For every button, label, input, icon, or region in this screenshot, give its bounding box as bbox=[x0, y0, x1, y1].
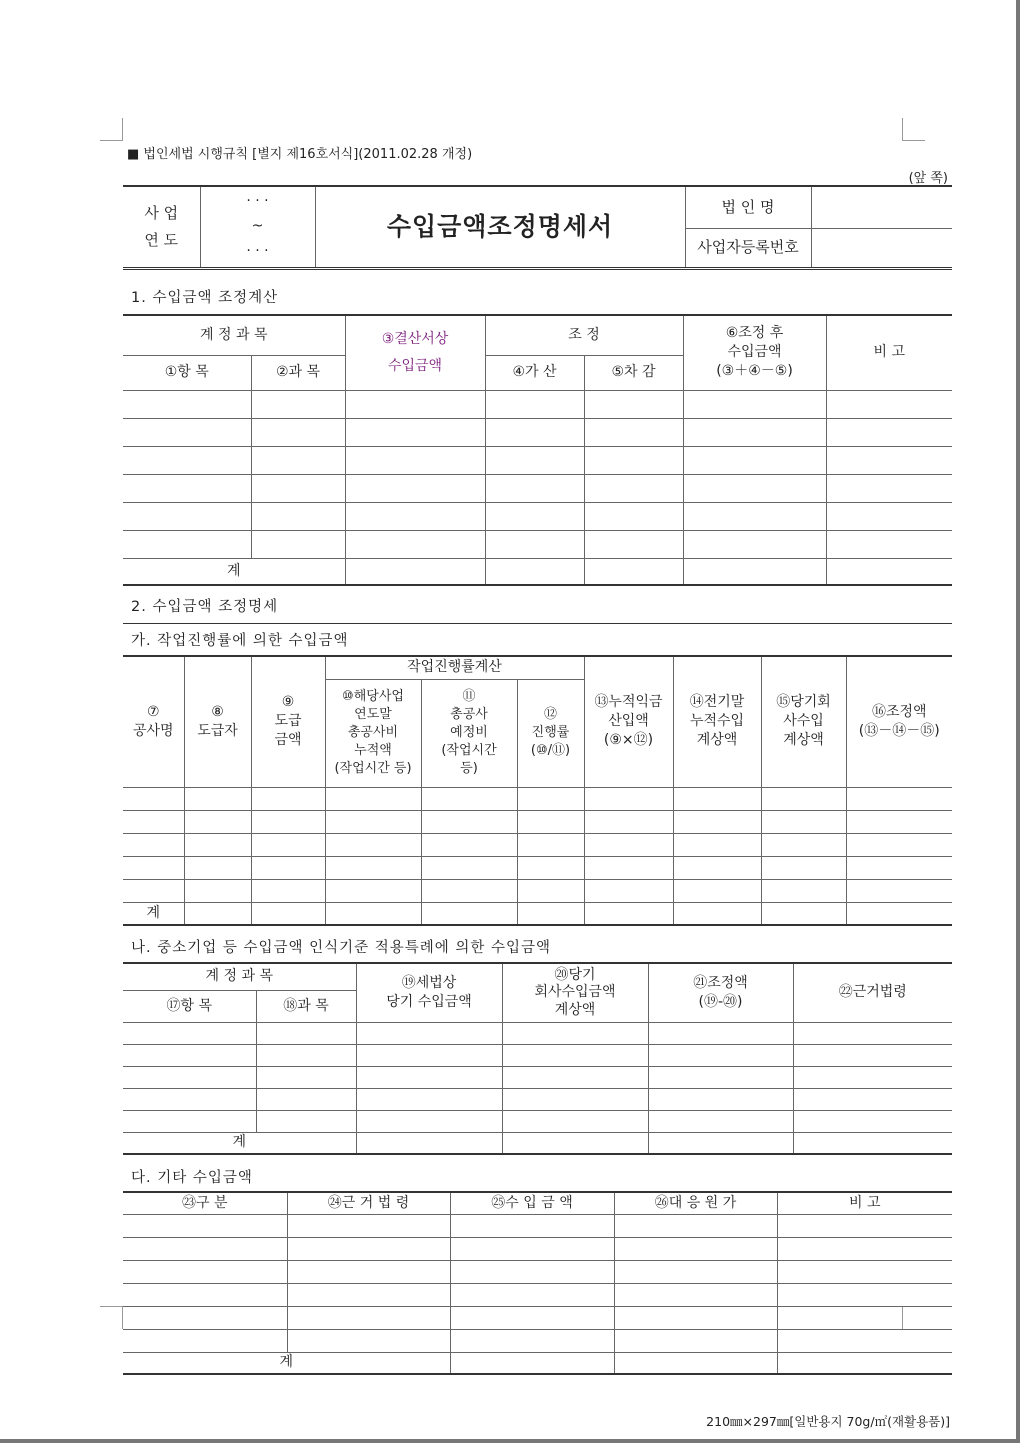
cell[interactable] bbox=[325, 810, 421, 833]
cell[interactable] bbox=[251, 474, 345, 502]
cell[interactable] bbox=[485, 446, 584, 474]
cell[interactable] bbox=[356, 1066, 502, 1088]
cell[interactable] bbox=[251, 787, 325, 810]
cell[interactable] bbox=[251, 856, 325, 879]
cell[interactable] bbox=[256, 1066, 356, 1088]
cell[interactable] bbox=[251, 446, 345, 474]
cell[interactable] bbox=[184, 810, 251, 833]
cell[interactable] bbox=[123, 1329, 287, 1352]
paper-spec-footer: 210㎜×297㎜[일반용지 70g/㎡(재활용품)] bbox=[706, 1414, 950, 1429]
cell[interactable] bbox=[450, 1214, 614, 1237]
cell[interactable] bbox=[584, 856, 673, 879]
corp-name-field[interactable] bbox=[811, 186, 952, 228]
cell[interactable] bbox=[287, 1237, 450, 1260]
cell[interactable] bbox=[614, 1237, 777, 1260]
cell[interactable] bbox=[673, 787, 761, 810]
cell[interactable] bbox=[761, 810, 846, 833]
cell[interactable] bbox=[673, 833, 761, 856]
cell[interactable] bbox=[123, 446, 251, 474]
cell[interactable] bbox=[485, 558, 584, 585]
cell[interactable] bbox=[325, 856, 421, 879]
h-b-adjust: ㉑조정액 (⑲-⑳) bbox=[648, 963, 793, 1022]
cell[interactable] bbox=[502, 1066, 648, 1088]
cell[interactable] bbox=[450, 1237, 614, 1260]
cell[interactable] bbox=[683, 390, 826, 418]
cell[interactable] bbox=[777, 1214, 952, 1237]
cell[interactable] bbox=[485, 390, 584, 418]
cell[interactable] bbox=[184, 902, 251, 925]
cell[interactable] bbox=[287, 1283, 450, 1306]
cell[interactable] bbox=[826, 418, 952, 446]
cell[interactable] bbox=[777, 1352, 952, 1374]
cell[interactable] bbox=[846, 902, 952, 925]
cell[interactable] bbox=[123, 1022, 256, 1044]
cell[interactable] bbox=[517, 879, 584, 902]
cell[interactable] bbox=[502, 1110, 648, 1132]
cell[interactable] bbox=[683, 418, 826, 446]
corp-name-label: 법 인 명 bbox=[685, 186, 811, 228]
cell[interactable] bbox=[251, 390, 345, 418]
cell[interactable] bbox=[123, 418, 251, 446]
cell[interactable] bbox=[356, 1132, 502, 1154]
cell[interactable] bbox=[517, 902, 584, 925]
cell[interactable] bbox=[673, 856, 761, 879]
crop-mark-top-right bbox=[902, 118, 925, 141]
cell[interactable] bbox=[356, 1110, 502, 1132]
cell[interactable] bbox=[485, 502, 584, 530]
cell[interactable] bbox=[673, 902, 761, 925]
h-b-company-revenue: ⑳당기 회사수입금액 계상액 bbox=[502, 963, 648, 1022]
cell[interactable] bbox=[251, 418, 345, 446]
cell[interactable] bbox=[421, 856, 517, 879]
cell[interactable] bbox=[345, 418, 485, 446]
page-side-label: (앞 쪽) bbox=[908, 171, 948, 186]
cell[interactable] bbox=[648, 1044, 793, 1066]
cell[interactable] bbox=[777, 1260, 952, 1283]
cell[interactable] bbox=[683, 446, 826, 474]
cell[interactable] bbox=[761, 879, 846, 902]
cell[interactable] bbox=[325, 787, 421, 810]
cell[interactable] bbox=[614, 1283, 777, 1306]
h-account: 계 정 과 목 bbox=[123, 315, 345, 355]
total-label: 계 bbox=[123, 902, 184, 925]
cell[interactable] bbox=[123, 1306, 287, 1329]
cell[interactable] bbox=[793, 1044, 952, 1066]
col-progress-rate: ⑫ 진행률 (⑩/⑪) bbox=[517, 679, 584, 787]
cell[interactable] bbox=[683, 530, 826, 558]
section2-title: 2. 수입금액 조정명세 bbox=[131, 599, 279, 615]
cell[interactable] bbox=[184, 833, 251, 856]
cell[interactable] bbox=[777, 1329, 952, 1352]
cell[interactable] bbox=[648, 1132, 793, 1154]
cell[interactable] bbox=[683, 558, 826, 585]
cell[interactable] bbox=[846, 810, 952, 833]
cell[interactable] bbox=[648, 1022, 793, 1044]
cell[interactable] bbox=[584, 879, 673, 902]
cell[interactable] bbox=[614, 1352, 777, 1374]
cell[interactable] bbox=[345, 390, 485, 418]
cell[interactable] bbox=[614, 1260, 777, 1283]
cell[interactable] bbox=[450, 1352, 614, 1374]
cell[interactable] bbox=[123, 787, 184, 810]
col-contractor: ⑧ 도급자 bbox=[184, 656, 251, 787]
cell[interactable] bbox=[421, 879, 517, 902]
h-settle: ③결산서상 수입금액 bbox=[345, 315, 485, 390]
cell[interactable] bbox=[325, 879, 421, 902]
cell[interactable] bbox=[761, 902, 846, 925]
cell[interactable] bbox=[123, 1283, 287, 1306]
cell[interactable] bbox=[123, 833, 184, 856]
section1-title: 1. 수입금액 조정계산 bbox=[131, 290, 279, 306]
section2a-title: 가. 작업진행률에 의한 수입금액 bbox=[131, 633, 349, 649]
cell[interactable] bbox=[584, 833, 673, 856]
cell[interactable] bbox=[826, 530, 952, 558]
cell[interactable] bbox=[584, 390, 683, 418]
cell[interactable] bbox=[123, 474, 251, 502]
section2c-title: 다. 기타 수입금액 bbox=[131, 1170, 253, 1186]
cell[interactable] bbox=[123, 1110, 256, 1132]
h-c-revenue: ㉕수 입 금 액 bbox=[450, 1192, 614, 1214]
period-start-dots: · · · bbox=[246, 193, 269, 210]
cell[interactable] bbox=[356, 1088, 502, 1110]
cell[interactable] bbox=[761, 787, 846, 810]
cell[interactable] bbox=[123, 1066, 256, 1088]
cell[interactable] bbox=[345, 530, 485, 558]
cell[interactable] bbox=[256, 1022, 356, 1044]
header-table bbox=[123, 185, 952, 270]
period-end-dots: · · · bbox=[246, 243, 269, 260]
form-title: 수입금액조정명세서 bbox=[315, 186, 685, 268]
col-adjustment: ⑯조정액 (⑬－⑭－⑮) bbox=[846, 656, 952, 787]
revenue-adjust-table bbox=[123, 314, 952, 586]
cell[interactable] bbox=[287, 1214, 450, 1237]
cell[interactable] bbox=[345, 474, 485, 502]
biz-reg-label: 사업자등록번호 bbox=[685, 228, 811, 268]
biz-reg-field[interactable] bbox=[811, 228, 952, 268]
cell[interactable] bbox=[584, 502, 683, 530]
cell[interactable] bbox=[251, 833, 325, 856]
cell[interactable] bbox=[123, 1044, 256, 1066]
cell[interactable] bbox=[777, 1306, 952, 1329]
cell[interactable] bbox=[777, 1237, 952, 1260]
cell[interactable] bbox=[502, 1088, 648, 1110]
cell[interactable] bbox=[584, 530, 683, 558]
col-planned-cost: ⑪ 총공사 예정비 (작업시간 등) bbox=[421, 679, 517, 787]
cell[interactable] bbox=[345, 558, 485, 585]
col-progress-group: 작업진행률계산 bbox=[325, 656, 584, 679]
cell[interactable] bbox=[184, 879, 251, 902]
cell[interactable] bbox=[123, 390, 251, 418]
col-prior-cumulative: ⑭전기말 누적수입 계상액 bbox=[673, 656, 761, 787]
cell[interactable] bbox=[251, 902, 325, 925]
cell[interactable] bbox=[123, 1088, 256, 1110]
cell[interactable] bbox=[325, 902, 421, 925]
cell[interactable] bbox=[123, 530, 251, 558]
h-subject: ②과 목 bbox=[251, 355, 345, 390]
cell[interactable] bbox=[683, 502, 826, 530]
h-c-category: ㉓구 분 bbox=[123, 1192, 287, 1214]
cell[interactable] bbox=[584, 446, 683, 474]
h-b-account: 계 정 과 목 bbox=[123, 963, 356, 990]
cell[interactable] bbox=[793, 1110, 952, 1132]
h-after: ⑥조정 후 수입금액 (③＋④－⑤) bbox=[683, 315, 826, 390]
cell[interactable] bbox=[648, 1110, 793, 1132]
h-b-legal-basis: ㉒근거법령 bbox=[793, 963, 952, 1022]
cell[interactable] bbox=[287, 1260, 450, 1283]
cell[interactable] bbox=[485, 530, 584, 558]
cell[interactable] bbox=[421, 902, 517, 925]
cell[interactable] bbox=[517, 810, 584, 833]
cell[interactable] bbox=[123, 879, 184, 902]
h-remark: 비 고 bbox=[826, 315, 952, 390]
cell[interactable] bbox=[761, 833, 846, 856]
cell[interactable] bbox=[673, 810, 761, 833]
col-cumulative-income: ⑬누적익금 산입액 (⑨×⑫) bbox=[584, 656, 673, 787]
cell[interactable] bbox=[614, 1306, 777, 1329]
cell[interactable] bbox=[421, 810, 517, 833]
cell[interactable] bbox=[793, 1066, 952, 1088]
cell[interactable] bbox=[584, 558, 683, 585]
cell[interactable] bbox=[846, 787, 952, 810]
cell[interactable] bbox=[761, 856, 846, 879]
cell[interactable] bbox=[123, 502, 251, 530]
cell[interactable] bbox=[502, 1132, 648, 1154]
h-sub: ⑤차 감 bbox=[584, 355, 683, 390]
cell[interactable] bbox=[123, 1237, 287, 1260]
section2b-title: 나. 중소기업 등 수입금액 인식기준 적용특례에 의한 수입금액 bbox=[131, 940, 552, 956]
cell[interactable] bbox=[256, 1044, 356, 1066]
cell[interactable] bbox=[614, 1329, 777, 1352]
h-b-tax-revenue: ⑲세법상 당기 수입금액 bbox=[356, 963, 502, 1022]
cell[interactable] bbox=[846, 833, 952, 856]
h-c-remark: 비 고 bbox=[777, 1192, 952, 1214]
cell[interactable] bbox=[826, 558, 952, 585]
cell[interactable] bbox=[251, 879, 325, 902]
col-contract-amount: ⑨ 도급 금액 bbox=[251, 656, 325, 787]
cell[interactable] bbox=[123, 810, 184, 833]
cell[interactable] bbox=[793, 1022, 952, 1044]
cell[interactable] bbox=[826, 390, 952, 418]
cell[interactable] bbox=[584, 810, 673, 833]
cell[interactable] bbox=[517, 787, 584, 810]
cell[interactable] bbox=[450, 1283, 614, 1306]
cell[interactable] bbox=[683, 474, 826, 502]
cell[interactable] bbox=[421, 787, 517, 810]
cell[interactable] bbox=[793, 1132, 952, 1154]
cell[interactable] bbox=[325, 833, 421, 856]
cell[interactable] bbox=[584, 418, 683, 446]
h-item: ①항 목 bbox=[123, 355, 251, 390]
cell[interactable] bbox=[256, 1088, 356, 1110]
cell[interactable] bbox=[584, 787, 673, 810]
total-label: 계 bbox=[123, 1132, 356, 1154]
cell[interactable] bbox=[356, 1044, 502, 1066]
cell[interactable] bbox=[184, 856, 251, 879]
cell[interactable] bbox=[485, 418, 584, 446]
cell[interactable] bbox=[826, 446, 952, 474]
cell[interactable] bbox=[502, 1044, 648, 1066]
business-year-field[interactable] bbox=[200, 186, 315, 268]
cell[interactable] bbox=[256, 1110, 356, 1132]
progress-revenue-table bbox=[123, 655, 952, 926]
total-label: 계 bbox=[123, 1352, 450, 1374]
cell[interactable] bbox=[450, 1306, 614, 1329]
h-c-cost: ㉖대 응 원 가 bbox=[614, 1192, 777, 1214]
cell[interactable] bbox=[356, 1022, 502, 1044]
cell[interactable] bbox=[123, 1260, 287, 1283]
cell[interactable] bbox=[614, 1214, 777, 1237]
other-revenue-table bbox=[123, 1191, 952, 1375]
crop-mark-bottom-left bbox=[100, 1306, 123, 1329]
cell[interactable] bbox=[345, 502, 485, 530]
cell[interactable] bbox=[251, 530, 345, 558]
total-label: 계 bbox=[123, 558, 345, 585]
cell[interactable] bbox=[502, 1022, 648, 1044]
period-tilde: ~ bbox=[251, 218, 264, 235]
cell[interactable] bbox=[826, 474, 952, 502]
cell[interactable] bbox=[846, 856, 952, 879]
cell[interactable] bbox=[648, 1088, 793, 1110]
cell[interactable] bbox=[251, 502, 345, 530]
cell[interactable] bbox=[345, 446, 485, 474]
cell[interactable] bbox=[287, 1306, 450, 1329]
cell[interactable] bbox=[485, 474, 584, 502]
h-add: ④가 산 bbox=[485, 355, 584, 390]
cell[interactable] bbox=[793, 1088, 952, 1110]
h-c-legal-basis: ㉔근 거 법 령 bbox=[287, 1192, 450, 1214]
cell[interactable] bbox=[421, 833, 517, 856]
cell[interactable] bbox=[648, 1066, 793, 1088]
business-year-label: 사 업 연 도 bbox=[123, 186, 200, 268]
cell[interactable] bbox=[673, 879, 761, 902]
cell[interactable] bbox=[517, 833, 584, 856]
col-current-booked: ⑮당기회 사수입 계상액 bbox=[761, 656, 846, 787]
cell[interactable] bbox=[123, 856, 184, 879]
h-b-item: ⑰항 목 bbox=[123, 990, 256, 1022]
cell[interactable] bbox=[123, 1214, 287, 1237]
cell[interactable] bbox=[584, 474, 683, 502]
cell[interactable] bbox=[777, 1283, 952, 1306]
crop-mark-top-left bbox=[100, 118, 123, 141]
cell[interactable] bbox=[450, 1260, 614, 1283]
cell[interactable] bbox=[184, 787, 251, 810]
h-adjust: 조 정 bbox=[485, 315, 683, 355]
cell[interactable] bbox=[517, 856, 584, 879]
sme-revenue-table bbox=[123, 962, 952, 1155]
col-total-cost: ⑩해당사업 연도말 총공사비 누적액 (작업시간 등) bbox=[325, 679, 421, 787]
cell[interactable] bbox=[826, 502, 952, 530]
divider bbox=[123, 623, 952, 624]
cell[interactable] bbox=[287, 1329, 450, 1352]
cell[interactable] bbox=[584, 902, 673, 925]
col-project-name: ⑦ 공사명 bbox=[123, 656, 184, 787]
cell[interactable] bbox=[450, 1329, 614, 1352]
h-b-subject: ⑱과 목 bbox=[256, 990, 356, 1022]
cell[interactable] bbox=[846, 879, 952, 902]
cell[interactable] bbox=[251, 810, 325, 833]
law-reference: ■ 법인세법 시행규칙 [별지 제16호서식](2011.02.28 개정) bbox=[127, 147, 473, 162]
